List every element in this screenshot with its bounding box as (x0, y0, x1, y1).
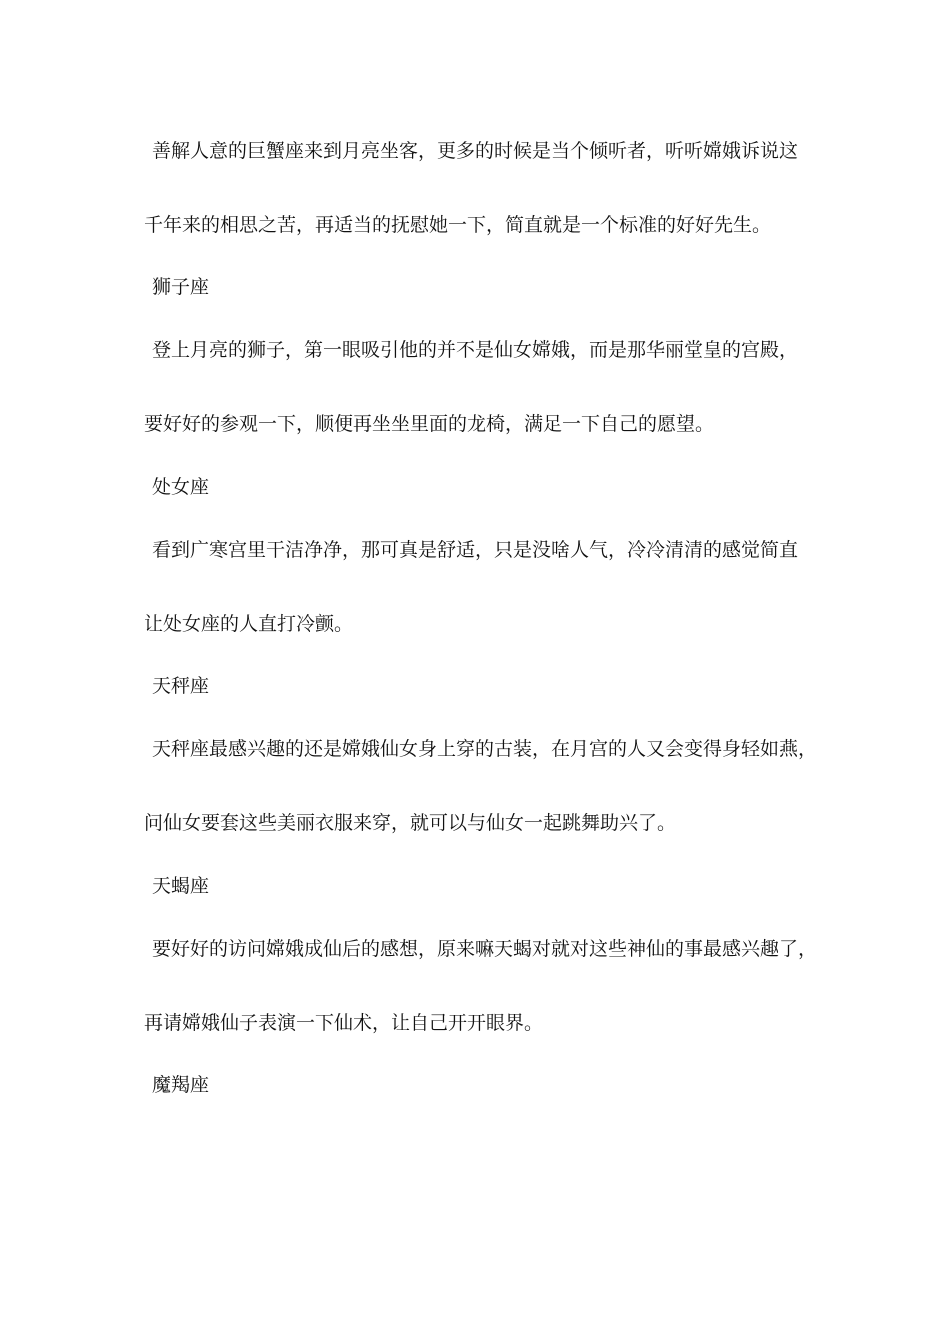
heading-capricorn: 魔羯座 (152, 1074, 210, 1096)
paragraph-leo-line-1: 登上月亮的狮子，第一眼吸引他的并不是仙女嫦娥，而是那华丽堂皇的宫殿， (152, 339, 799, 361)
paragraph-scorpio-line-2: 再请嫦娥仙子表演一下仙术，让自己开开眼界。 (144, 1012, 544, 1034)
heading-leo: 狮子座 (152, 276, 210, 298)
heading-scorpio: 天蝎座 (152, 875, 210, 897)
paragraph-cancer-line-2: 千年来的相思之苦，再适当的抚慰她一下，简直就是一个标准的好好先生。 (144, 214, 772, 236)
paragraph-cancer-line-1: 善解人意的巨蟹座来到月亮坐客，更多的时候是当个倾听者，听听嫦娥诉说这 (152, 140, 799, 162)
heading-libra: 天秤座 (152, 675, 210, 697)
paragraph-leo-line-2: 要好好的参观一下，顺便再坐坐里面的龙椅，满足一下自己的愿望。 (144, 413, 715, 435)
paragraph-virgo-line-1: 看到广寒宫里干洁净净，那可真是舒适，只是没啥人气，冷冷清清的感觉简直 (152, 539, 799, 561)
paragraph-libra-line-1: 天秤座最感兴趣的还是嫦娥仙女身上穿的古装，在月宫的人又会变得身轻如燕， (152, 738, 818, 760)
heading-virgo: 处女座 (152, 476, 210, 498)
paragraph-libra-line-2: 问仙女要套这些美丽衣服来穿，就可以与仙女一起跳舞助兴了。 (144, 812, 677, 834)
paragraph-scorpio-line-1: 要好好的访问嫦娥成仙后的感想，原来嘛天蝎对就对这些神仙的事最感兴趣了， (152, 938, 818, 960)
paragraph-virgo-line-2: 让处女座的人直打冷颤。 (144, 613, 354, 635)
